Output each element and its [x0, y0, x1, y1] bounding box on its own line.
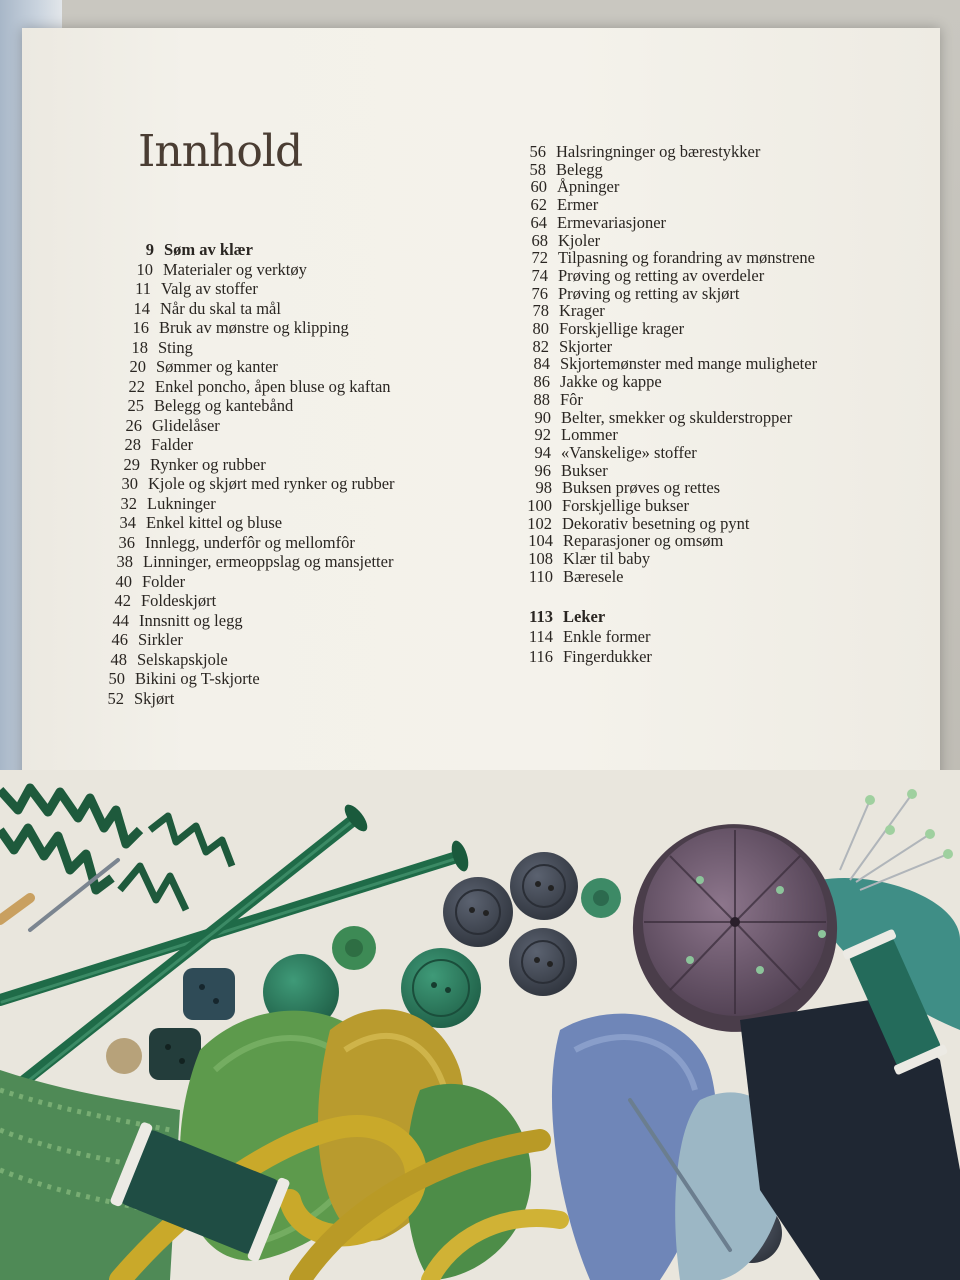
toc-page-number: 104 — [528, 531, 553, 551]
toc-entry-title: Åpninger — [557, 177, 620, 197]
toc-entry-title: Lukninger — [147, 493, 216, 513]
toc-entry-title: Lommer — [561, 425, 618, 445]
toc-page-number: 46 — [111, 630, 128, 649]
toc-entry-title: Søm av klær — [164, 240, 253, 259]
toc-entry-title: Skjørt — [134, 688, 175, 708]
toc-page-number: 58 — [529, 159, 546, 179]
toc-page-number: 56 — [529, 142, 546, 161]
toc-page-number: 92 — [534, 425, 551, 445]
toc-entry-title: Sting — [158, 337, 193, 357]
toc-page-number: 10 — [136, 259, 153, 279]
toc-entry-title: Kjole og skjørt med rynker og rubber — [148, 474, 395, 493]
toc-page-number: 74 — [531, 265, 548, 285]
toc-page-number: 28 — [124, 435, 141, 454]
toc-page-number: 84 — [533, 354, 550, 374]
toc-entry-title: Linninger, ermeoppslag og mansjetter — [143, 552, 394, 571]
toc-entry-title: Innlegg, underfôr og mellomfôr — [145, 532, 355, 552]
toc-entry-title: Reparasjoner og omsøm — [563, 531, 724, 551]
sewing-notions-photo — [0, 770, 960, 1280]
toc-page-number: 16 — [132, 318, 149, 337]
toc-entry-title: Kjoler — [558, 230, 601, 250]
toc-entry-title: Enkle former — [563, 626, 651, 646]
toc-entry-title: Dekorativ besetning og pynt — [562, 513, 750, 533]
page-title: Innhold — [138, 126, 303, 177]
metal-button — [106, 1038, 142, 1074]
toc-entry-title: Valg av stoffer — [161, 279, 258, 298]
toc-page-number: 68 — [531, 230, 548, 250]
toc-entry-title: Jakke og kappe — [560, 372, 662, 392]
toc-entry-title: Når du skal ta mål — [160, 298, 281, 318]
toc-page-number: 88 — [533, 389, 550, 409]
toc-page-number: 62 — [530, 195, 547, 215]
toc-entry-title: Glidelåser — [152, 415, 220, 435]
toc-page-number: 100 — [527, 496, 552, 515]
toc-page-number: 96 — [534, 460, 551, 480]
toc-entry-title: Bruk av mønstre og klipping — [159, 318, 349, 337]
toc-page-number: 30 — [121, 474, 138, 493]
toc-page-number: 114 — [528, 626, 553, 646]
toc-entry-title: Skjortemønster med mange muligheter — [560, 354, 818, 374]
toc-page-number: 26 — [125, 415, 142, 435]
toc-entry-title: Foldeskjørt — [141, 591, 217, 610]
toc-entry-title: Krager — [559, 301, 605, 321]
toc-page-number: 48 — [110, 649, 127, 669]
toc-entry-title: «Vanskelige» stoffer — [561, 442, 697, 462]
toc-page-number: 18 — [131, 337, 148, 357]
toc-entry-title: Prøving og retting av overdeler — [558, 265, 765, 285]
toc-page-number: 32 — [120, 493, 137, 513]
toc-entry-title: Klær til baby — [563, 549, 651, 569]
toc-entry-title: Prøving og retting av skjørt — [558, 283, 740, 303]
toc-entry-title: Selskapskjole — [137, 649, 228, 669]
toc-page-number: 60 — [530, 177, 547, 197]
toc-page-number: 11 — [135, 279, 151, 298]
toc-page-number: 38 — [116, 552, 133, 571]
toc-page-number: 25 — [127, 396, 144, 415]
toc-entry-title: Enkel kittel og bluse — [146, 513, 283, 532]
toc-entry-title: Belegg — [556, 159, 603, 179]
toc-page-number: 72 — [531, 248, 548, 268]
toc-page-number: 9 — [145, 240, 154, 259]
toc-page-number: 110 — [528, 566, 553, 586]
toc-entry-title: Materialer og verktøy — [163, 259, 307, 279]
toc-entry-title: Leker — [563, 606, 606, 626]
toc-page-number: 80 — [532, 319, 549, 338]
toc-entry-title: Sømmer og kanter — [156, 357, 278, 376]
toc-page-number: 14 — [133, 298, 150, 318]
toc-page-number: 102 — [527, 513, 552, 533]
toc-entry-title: Belter, smekker og skulderstropper — [561, 407, 793, 427]
toc-page-number: 64 — [530, 212, 547, 232]
toc-entry-title: Buksen prøves og rettes — [562, 478, 721, 498]
toc-page-number: 90 — [534, 407, 551, 427]
toc-page-number: 78 — [532, 301, 549, 321]
toc-entry-title: Bikini og T-skjorte — [135, 669, 260, 688]
toc-page-number: 82 — [532, 336, 549, 356]
toc-page-number: 113 — [529, 606, 553, 626]
toc-page-number: 76 — [531, 283, 548, 303]
toc-page-number: 116 — [528, 646, 553, 666]
toc-entry-title: Fingerdukker — [563, 646, 652, 666]
toc-entry-title: Ermevariasjoner — [557, 212, 667, 232]
toc-page-number: 52 — [107, 688, 124, 708]
toc-entry-title: Ermer — [557, 195, 599, 215]
toc-page-number: 42 — [114, 591, 131, 610]
toc-entry-title: Forskjellige krager — [559, 319, 685, 338]
toc-entry-title: Folder — [142, 571, 186, 591]
toc-entry-title: Innsnitt og legg — [139, 610, 243, 630]
toc-entry-title: Skjorter — [559, 336, 613, 356]
toc-entry-title: Fôr — [560, 389, 583, 409]
toc-entry-title: Forskjellige bukser — [562, 496, 689, 515]
toc-page-number: 86 — [533, 372, 550, 392]
toc-entry-title: Bukser — [561, 460, 608, 480]
toc-page-number: 22 — [128, 376, 145, 396]
toc-entry-title: Enkel poncho, åpen bluse og kaftan — [155, 376, 391, 396]
toc-page-number: 20 — [129, 357, 146, 376]
toc-entry-title: Tilpasning og forandring av mønstrene — [558, 248, 815, 268]
toc-page-number: 44 — [112, 610, 129, 630]
toc-page-number: 29 — [123, 454, 140, 474]
toc-page-number: 108 — [528, 549, 553, 569]
toc-page-number: 34 — [119, 513, 136, 532]
toc-entry-title: Falder — [151, 435, 194, 454]
toc-entry-title: Sirkler — [138, 630, 183, 649]
toc-entry-title: Rynker og rubber — [150, 454, 266, 474]
toc-page-number: 94 — [534, 442, 551, 462]
toc-entry-title: Halsringninger og bærestykker — [556, 142, 761, 161]
toc-page-number: 98 — [535, 478, 552, 498]
toc-page-number: 36 — [118, 532, 135, 552]
toc-page-number: 50 — [108, 669, 125, 688]
toc-entry-title: Belegg og kantebånd — [154, 396, 294, 415]
toc-page-number: 40 — [115, 571, 132, 591]
toc-entry-title: Bæresele — [563, 566, 624, 586]
